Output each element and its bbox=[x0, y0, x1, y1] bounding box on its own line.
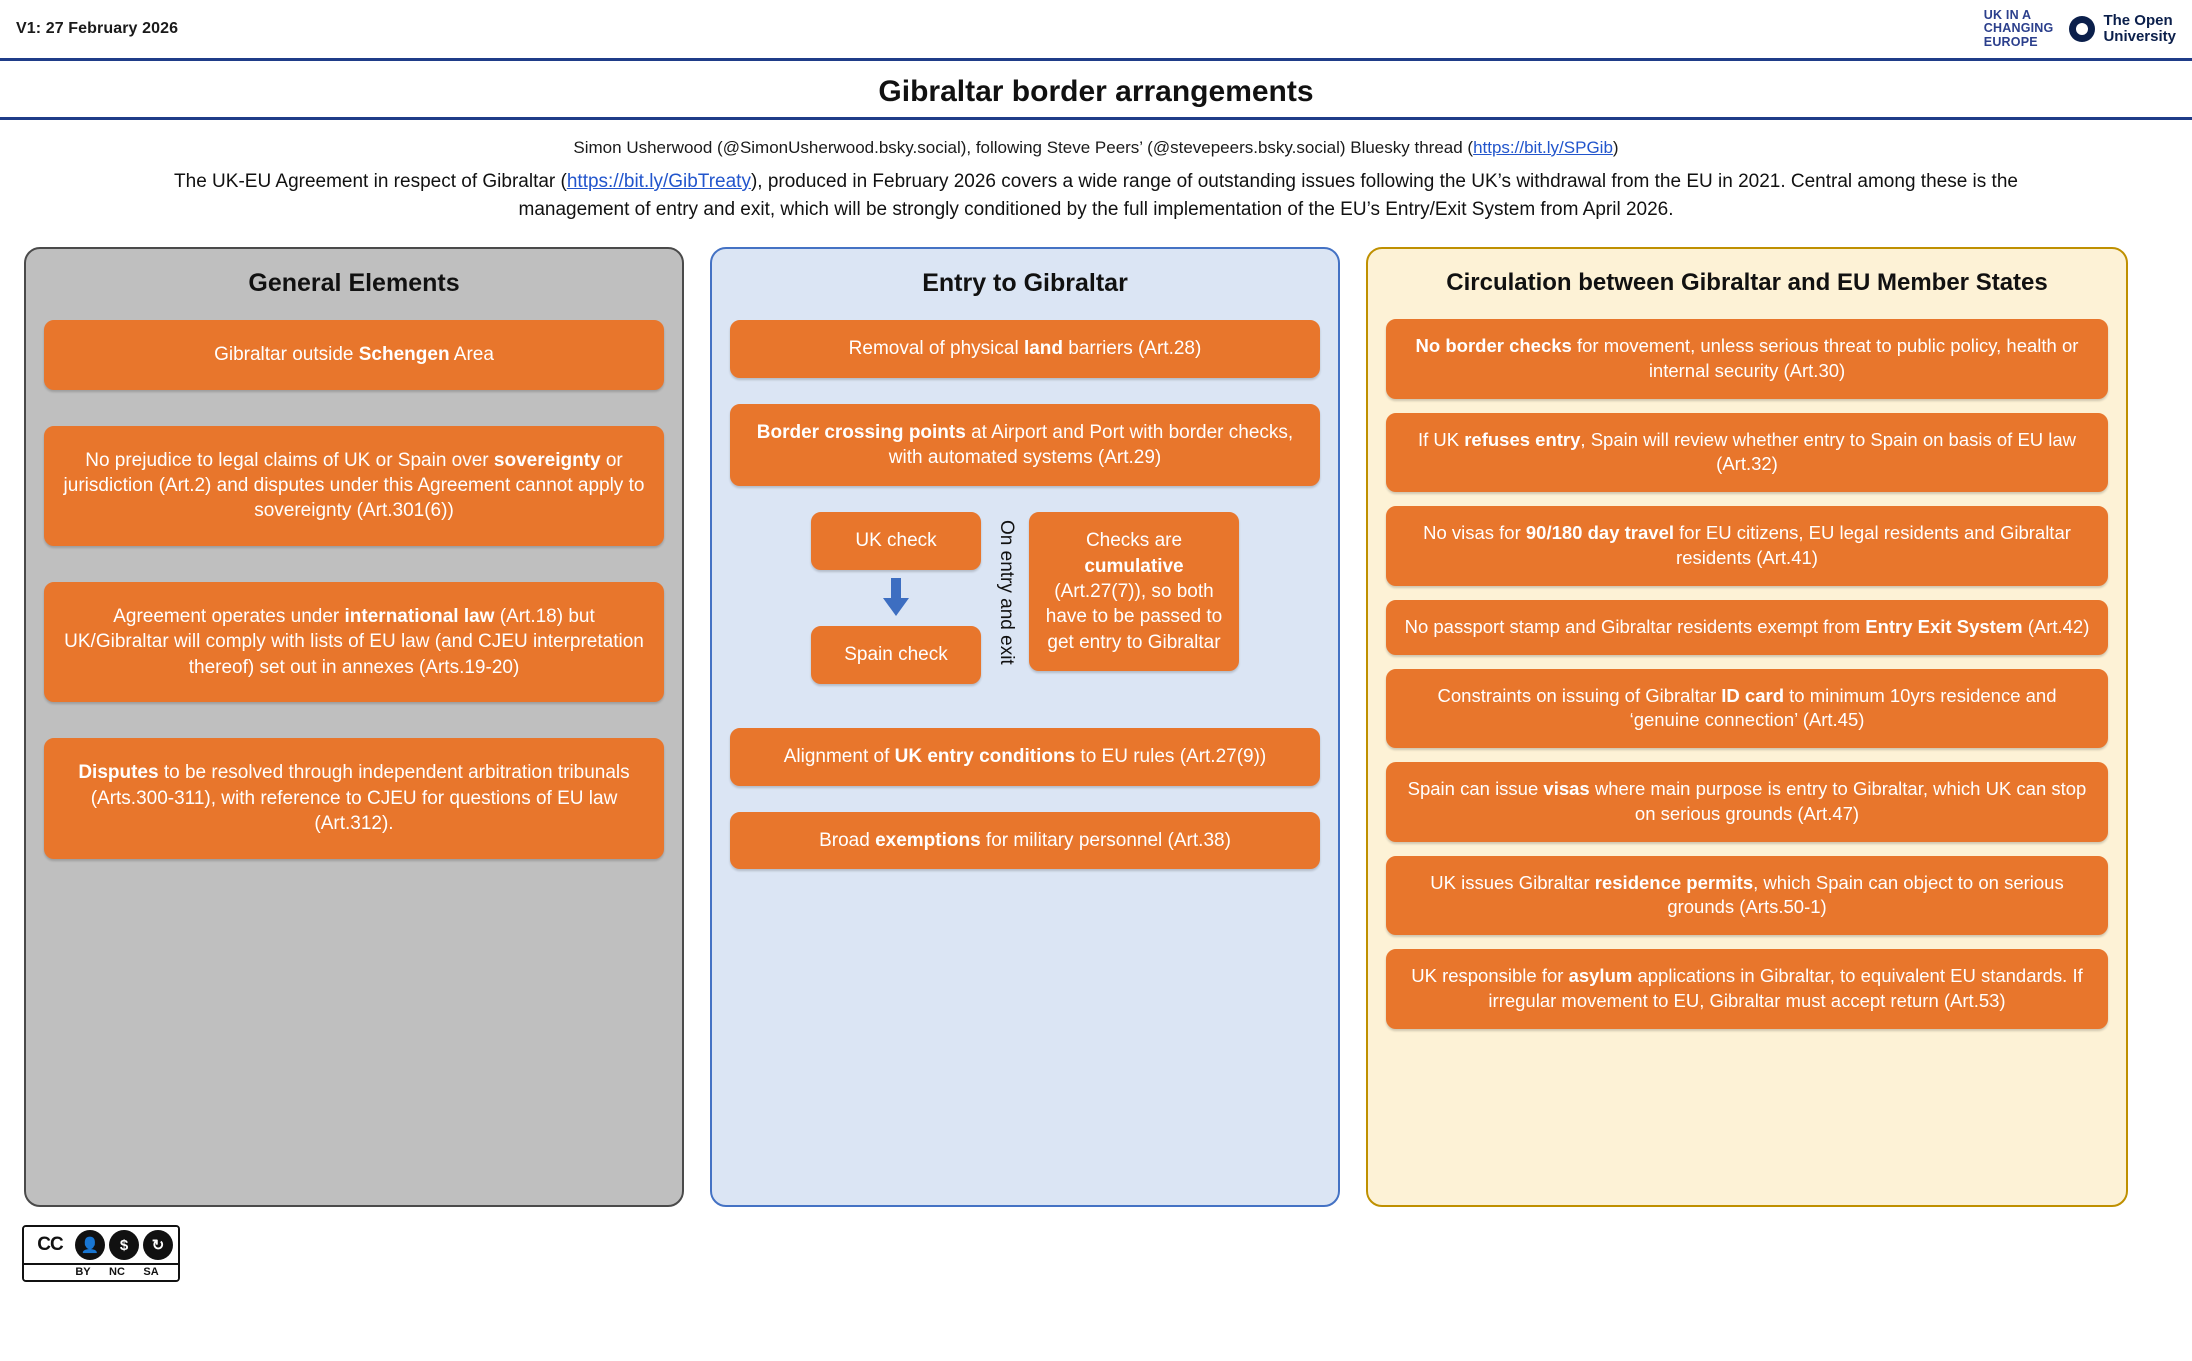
top-bar bbox=[0, 0, 2192, 58]
circulation-box-4: No passport stamp and Gibraltar residents exempt from Entry Exit System (Art.42) bbox=[1386, 600, 2108, 655]
cc-sa-icon: ↻ bbox=[143, 1230, 173, 1260]
open-university-logo bbox=[2069, 13, 2176, 45]
cc-icons-row bbox=[24, 1227, 178, 1263]
circulation-box-6: Spain can issue visas where main purpose is entry to Gibraltar, which UK can stop on serious grounds (Art.47) bbox=[1386, 762, 2108, 842]
circulation-box-8: UK responsible for asylum applications in Gibraltar, to equivalent EU standards. If irregular movement to EU, Gibraltar must accept return (Art.53) bbox=[1386, 949, 2108, 1029]
cumulative-checks-box: Checks are cumulative (Art.27(7)), so both have to be passed to get entry to Gibraltar bbox=[1029, 512, 1239, 670]
bluesky-thread-link[interactable]: https://bit.ly/SPGib bbox=[1473, 138, 1613, 157]
ukice-line-2: CHANGING bbox=[1983, 21, 2054, 36]
intro-text-1: The UK-EU Agreement in respect of Gibraltar ( bbox=[174, 171, 567, 192]
logo-group bbox=[1984, 9, 2176, 50]
creative-commons-badge[interactable] bbox=[22, 1225, 180, 1282]
page-title: Gibraltar border arrangements bbox=[878, 75, 1314, 108]
uk-in-a-changing-europe-logo bbox=[1984, 9, 2054, 50]
circulation-box-3: No visas for 90/180 day travel for EU citizens, EU legal residents and Gibraltar residents (Art.41) bbox=[1386, 506, 2108, 586]
circulation-box-7: UK issues Gibraltar residence permits, which Spain can object to on serious grounds (Arts.50-1) bbox=[1386, 856, 2108, 936]
cc-logo-icon: CC bbox=[37, 1234, 63, 1256]
byline bbox=[0, 130, 2192, 160]
ou-logo-text bbox=[2103, 13, 2176, 45]
down-arrow-icon bbox=[883, 578, 909, 618]
ou-line-2: University bbox=[2103, 28, 2176, 45]
intro-text-2: ), produced in February 2026 covers a wide range of outstanding issues following the UK’s withdrawal from the EU in 2021. Central among these is the management of entry and exit, which will be strongly conditioned by the full implementation of the EU’s Entry/Exit System from April 2026. bbox=[518, 171, 2018, 220]
gib-treaty-link[interactable]: https://bit.ly/GibTreaty bbox=[566, 171, 751, 192]
check-sequence bbox=[811, 512, 981, 684]
general-box-4: Disputes to be resolved through independent arbitration tribunals (Arts.300-311), with reference to CJEU for questions of EU law (Art.312). bbox=[44, 738, 664, 858]
entry-box-3: Alignment of UK entry conditions to EU rules (Art.27(9)) bbox=[730, 728, 1320, 785]
cc-by-icon: 👤 bbox=[75, 1230, 105, 1260]
cc-label-blank bbox=[24, 1265, 66, 1280]
footer bbox=[0, 1207, 2192, 1294]
general-box-2: No prejudice to legal claims of UK or Spain over sovereignty or jurisdiction (Art.2) and disputes under this Agreement cannot apply to sovereignty (Art.301(6)) bbox=[44, 426, 664, 546]
byline-text: Simon Usherwood (@SimonUsherwood.bsky.social), following Steve Peers’ (@stevepeers.bsky.social) Bluesky thread ( bbox=[573, 138, 1474, 157]
ou-line-1: The Open bbox=[2103, 12, 2173, 30]
panel-circulation bbox=[1366, 247, 2128, 1207]
spain-check-box: Spain check bbox=[811, 626, 981, 684]
columns-container bbox=[0, 223, 2192, 1207]
entry-box-1: Removal of physical land barriers (Art.28) bbox=[730, 320, 1320, 377]
circulation-box-1: No border checks for movement, unless serious threat to public policy, health or internal security (Art.30) bbox=[1386, 319, 2108, 399]
title-block bbox=[0, 61, 2192, 130]
intro-paragraph bbox=[0, 160, 2192, 223]
uk-check-box: UK check bbox=[811, 512, 981, 570]
cc-mark-wrap bbox=[24, 1227, 178, 1280]
entry-box-4: Broad exemptions for military personnel (Art.38) bbox=[730, 812, 1320, 869]
ukice-line-1: UK IN A bbox=[1983, 7, 2032, 22]
on-entry-and-exit-label: On entry and exit bbox=[996, 520, 1017, 666]
cc-label-sa: SA bbox=[143, 1266, 159, 1279]
title-divider bbox=[0, 117, 2192, 120]
entry-checks-cluster bbox=[730, 512, 1320, 702]
version-label: V1: 27 February 2026 bbox=[16, 20, 179, 37]
ou-circle-icon bbox=[2069, 16, 2095, 42]
panel-title-entry: Entry to Gibraltar bbox=[922, 269, 1128, 298]
cc-labels-row bbox=[24, 1263, 178, 1280]
circulation-box-5: Constraints on issuing of Gibraltar ID card to minimum 10yrs residence and ‘genuine connection’ (Art.45) bbox=[1386, 669, 2108, 749]
cc-label-by: BY bbox=[75, 1266, 91, 1279]
general-box-1: Gibraltar outside Schengen Area bbox=[44, 320, 664, 389]
cc-nc-icon: $ bbox=[109, 1230, 139, 1260]
byline-text-end: ) bbox=[1612, 138, 1619, 157]
ukice-line-3: EUROPE bbox=[1983, 34, 2038, 49]
general-box-3: Agreement operates under international law (Art.18) but UK/Gibraltar will comply with lists of EU law (and CJEU interpretation thereof) set out in annexes (Arts.19-20) bbox=[44, 582, 664, 702]
circulation-box-2: If UK refuses entry, Spain will review whether entry to Spain on basis of EU law (Art.32) bbox=[1386, 413, 2108, 493]
panel-title-circulation: Circulation between Gibraltar and EU Member States bbox=[1446, 269, 2048, 297]
panel-general-elements bbox=[24, 247, 684, 1207]
entry-box-2: Border crossing points at Airport and Port with border checks, with automated systems (Art.29) bbox=[730, 404, 1320, 487]
panel-title-general: General Elements bbox=[248, 269, 460, 298]
cc-label-nc: NC bbox=[109, 1266, 125, 1279]
panel-entry-to-gibraltar bbox=[710, 247, 1340, 1207]
